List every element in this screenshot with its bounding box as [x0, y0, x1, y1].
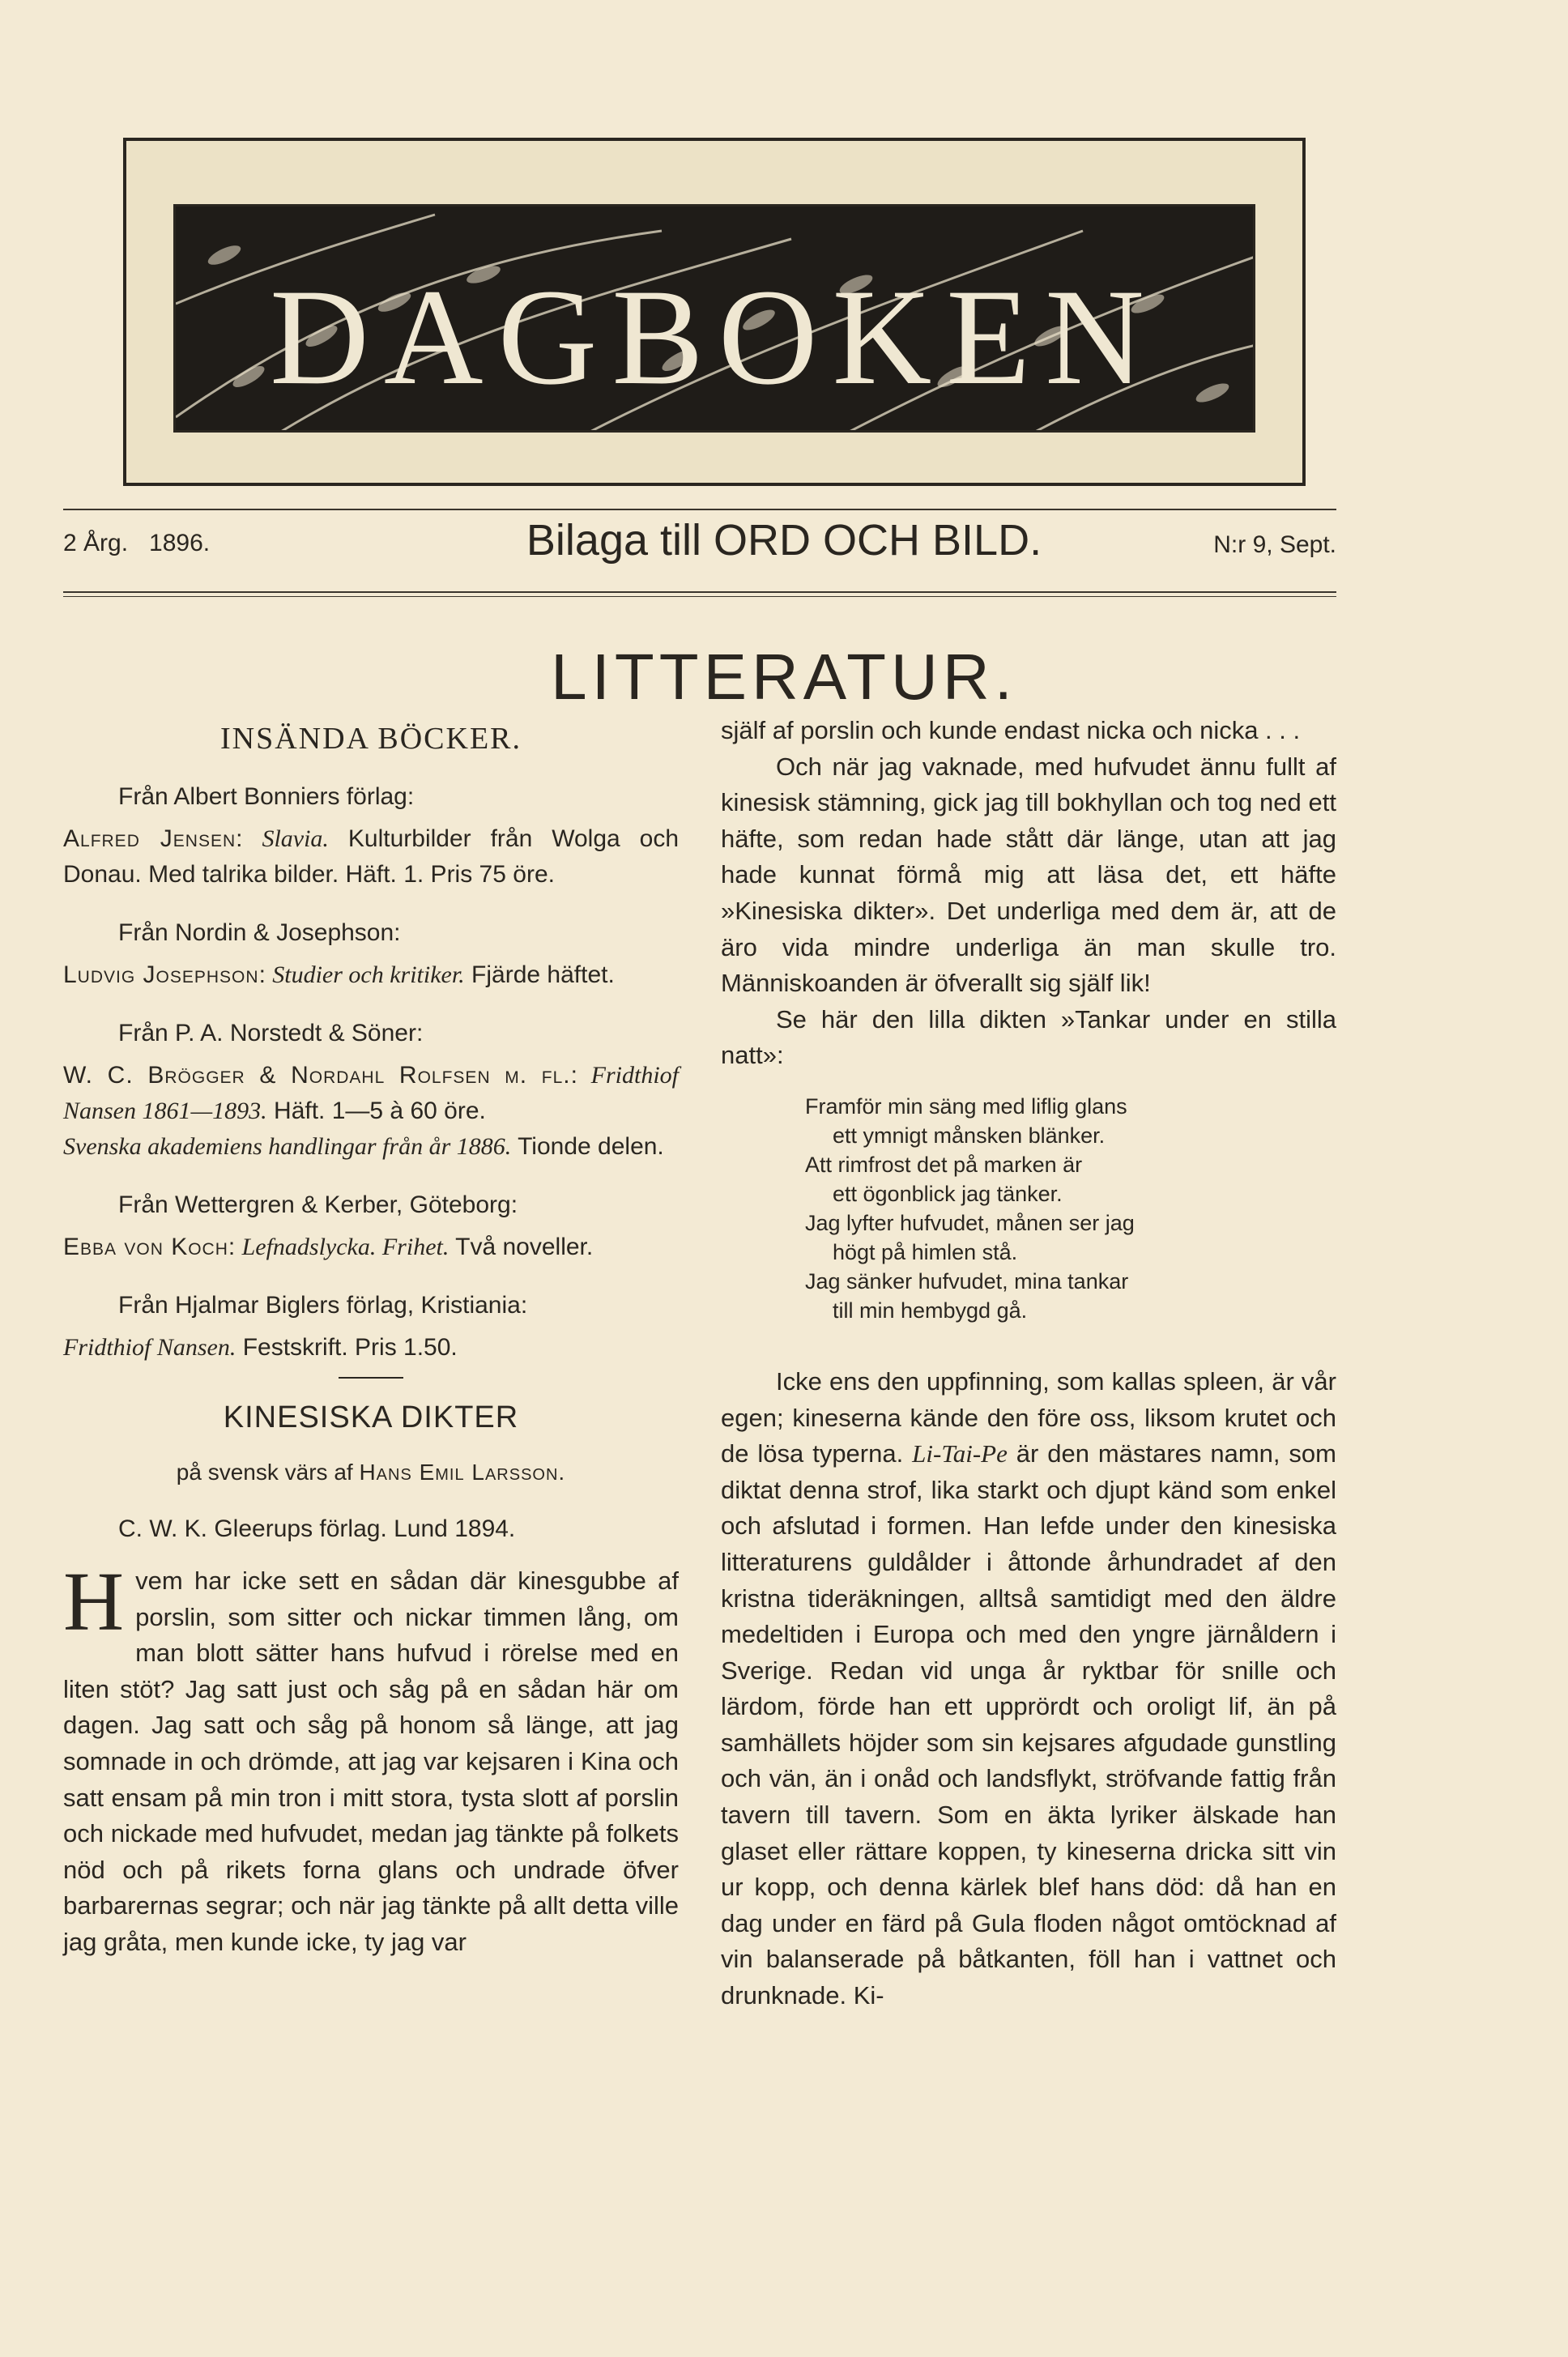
- poem-line: Jag lyfter hufvudet, månen ser jag: [805, 1210, 1135, 1235]
- entry-details: Festskrift. Pris 1.50.: [242, 1334, 458, 1361]
- review-text: Icke ens den uppfinning, som kallas spleen, är vår egen; kineserna kände den före oss, liksom krutet och de lösa typerna.: [721, 1366, 1336, 1468]
- entry-koch: Ebba von Koch: Lefnadslycka. Frihet. Två noveller.: [63, 1234, 594, 1260]
- entry-josephson: Ludvig Josephson: Studier och kritiker. Fjärde häftet.: [63, 961, 615, 988]
- masthead-panel: [173, 204, 1255, 433]
- entry-details: Häft. 1—5 à 60 öre.: [274, 1098, 486, 1124]
- drop-cap: H: [63, 1555, 125, 1648]
- entry-title: Lefnadslycka. Frihet.: [241, 1234, 450, 1260]
- header-volume: 2 Årg.: [63, 530, 129, 556]
- entry-author: Ludvig Josephson: [63, 961, 259, 988]
- review-paragraph-1: [63, 1555, 679, 1961]
- poem: [805, 1092, 1336, 1325]
- publisher-bigler: Från Hjalmar Biglers förlag, Kristiania:: [118, 1292, 528, 1319]
- entry-details: Fjärde häftet.: [471, 961, 615, 988]
- entry-details: Två noveller.: [455, 1234, 594, 1260]
- masthead-title: DAGBOKEN: [270, 261, 1159, 413]
- entry-brogger: W. C. Brögger & Nordahl Rolfsen m. fl.: Fridthiof Nansen 1861—1893. Häft. 1—5 à 60 öre.: [63, 1062, 679, 1124]
- header-date: 1896.: [149, 530, 211, 556]
- entry-details: Tionde delen.: [518, 1133, 664, 1160]
- header-rule-bottom-thin: [63, 596, 1336, 597]
- entry-jensen: Alfred Jensen: Slavia. Kulturbilder från Wolga och Donau. Med talrika bilder. Häft. 1. Pris 75 öre.: [63, 825, 680, 888]
- review-translator: Hans Emil Larsson.: [359, 1460, 566, 1485]
- poem-line: till min hembygd gå.: [833, 1298, 1028, 1323]
- publisher-nordin: Från Nordin & Josephson:: [118, 919, 401, 946]
- received-heading: INSÄNDA BÖCKER.: [219, 722, 522, 756]
- poem-line: högt på himlen stå.: [833, 1239, 1018, 1264]
- review-paragraph-1-continued: själf af porslin och kunde endast nicka och nicka . . .: [721, 716, 1301, 744]
- divider: [339, 1377, 403, 1379]
- right-column: [721, 713, 1336, 2014]
- publisher-wettergren: Från Wettergren & Kerber, Göteborg:: [118, 1191, 518, 1218]
- review-paragraph-4: [721, 1364, 1336, 2014]
- entry-author: Ebba von Koch: [63, 1234, 228, 1260]
- poem-line: Att rimfrost det på marken är: [805, 1152, 1083, 1177]
- review-text: vem har icke sett en sådan där kinesgubbe af porslin, som sitter och nickar timmen lång, om man blott sätter hans hufvud i rörelse med en liten stöt? Jag satt just och såg på en sådan här om dagen. Jag satt och såg på honom så länge, att jag somnade in och drömde, att jag var kejsaren i Kina och satt ensam på min tron i mitt stora, tysta slott af porslin och nickade med hufvudet, medan jag tänkte på folkets nöd och på rikets forna glans och undrade öfver barbarernas segrar; och när jag tänkte på allt detta ville jag gråta, men kunde icke, ty jag var: [63, 1566, 679, 1956]
- review-sub-prefix: på svensk värs af: [176, 1460, 353, 1485]
- review-heading: KINESISKA DIKTER: [223, 1400, 519, 1434]
- entry-title: Fridthiof Nansen.: [63, 1334, 236, 1361]
- entry-title: Svenska akademiens handlingar från år 1886.: [63, 1133, 512, 1160]
- entry-author: W. C. Brögger & Nordahl Rolfsen m. fl.: [63, 1062, 571, 1089]
- masthead: [123, 138, 1306, 486]
- publisher-norstedt: Från P. A. Norstedt & Söner:: [118, 1020, 424, 1046]
- entry-title: Studier och kritiker.: [272, 961, 465, 988]
- poem-line: Jag sänker hufvudet, mina tankar: [805, 1268, 1129, 1294]
- poem-line: Framför min säng med liflig glans: [805, 1093, 1127, 1119]
- entry-title: Fridthiof Nansen 1861—1893.: [63, 1062, 679, 1124]
- poet-name: Li-Tai-Pe: [912, 1439, 1008, 1468]
- review-subtitle: [63, 1455, 679, 1490]
- section-title: LITTERATUR.: [551, 641, 1017, 713]
- poem-line: ett ögonblick jag tänker.: [833, 1181, 1063, 1206]
- header-supplement: Bilaga till ORD OCH BILD.: [526, 516, 1042, 565]
- entry-author: Alfred Jensen: [63, 825, 236, 852]
- header-rule-top: [63, 509, 1336, 510]
- header-rule-bottom: [63, 591, 1336, 593]
- entry-title: Slavia.: [262, 825, 329, 852]
- entry-festskrift: [63, 1330, 679, 1366]
- review-paragraph-3: Se här den lilla dikten »Tankar under en stilla natt»:: [721, 1004, 1336, 1070]
- poem-line: ett ymnigt månsken blänker.: [833, 1123, 1106, 1148]
- review-text: är den mästares namn, som diktat denna strof, lika starkt och djupt känd som enkel och afslutad i formen. Han lefde under den kinesiska litteraturens guldålder i åttonde århundradet af den kristna tideräkningen, alltså samtidigt med den äldre medeltiden i Europa och med den yngre järnåldern i Sverige. Redan vid unga år ryktbar för snille och lärdom, förde han ett upprördt och oroligt lif, än på samhällets höjder som sin kejsares afgudade gunstling och vän, än i onåd och landsflykt, ströfvande fattig från tavern till tavern. Som en äkta lyriker älskade han glaset eller rättare koppen, ty kineserna dricka sitt vin ur kopp, och denna kärlek blef hans död: då han en dag under en färd på Gula floden något omtöcknad af vin balanserade på båtkanten, föll han i vattnet och drunknade. Ki-: [721, 1439, 1336, 2010]
- header-issue: N:r 9, Sept.: [1213, 531, 1336, 558]
- review-paragraph-2: Och när jag vaknade, med hufvudet ännu fullt af kinesisk stämning, gick jag till bokhyllan och tog ned ett häfte, som redan hade stått där länge, utan att jag hade kunnat förmå mig att läsa det, ett häfte »Kinesiska dikter». Det underliga med dem är, att de äro vida mindre underliga än man skulle tro. Människoanden är öfverallt sig själf lik!: [721, 752, 1336, 998]
- entry-details: Kulturbilder från Wolga och Donau. Med talrika bilder. Häft. 1. Pris 75 öre.: [63, 825, 680, 888]
- review-publisher: C. W. K. Gleerups förlag. Lund 1894.: [118, 1515, 516, 1542]
- entry-akademien: [63, 1129, 679, 1165]
- publisher-bonnier: Från Albert Bonniers förlag:: [118, 783, 415, 810]
- left-column: [63, 713, 679, 1961]
